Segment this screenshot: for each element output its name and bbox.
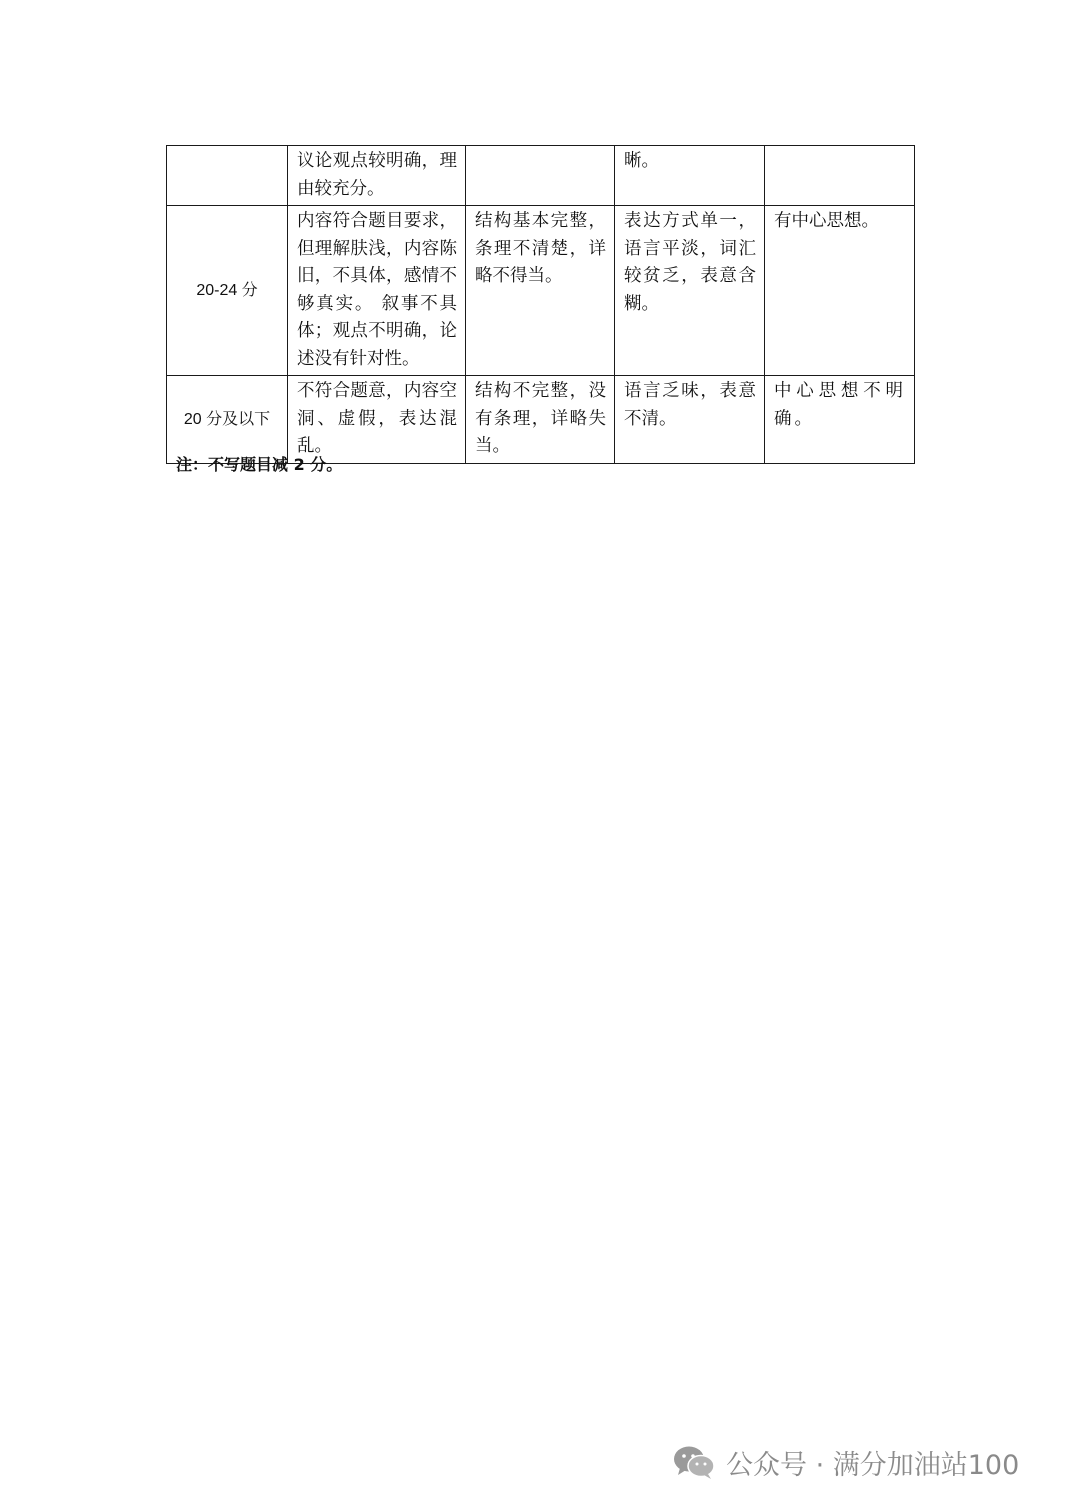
watermark-text: 公众号 · 满分加油站100 <box>726 1449 1020 1481</box>
table-row <box>167 206 915 376</box>
score-cell: 20 分及以下 <box>167 376 288 464</box>
content-cell: 不符合题意，内容空洞、虚假，表达混乱。 <box>288 376 466 464</box>
theme-cell: 有中心思想。 <box>765 206 915 376</box>
score-cell: 20-24 分 <box>167 206 288 376</box>
footnote: 注：不写题目减 2 分。 <box>176 455 343 474</box>
structure-cell: 结构不完整，没有条理，详略失当。 <box>466 376 615 464</box>
language-cell: 语言乏味，表意不清。 <box>615 376 765 464</box>
scoring-rubric-table <box>166 145 915 464</box>
content-cell: 内容符合题目要求，但理解肤浅，内容陈旧，不具体，感情不够真实。 叙事不具体；观点不明确，论述没有针对性。 <box>288 206 466 376</box>
theme-cell: 中心思想不明确。 <box>765 376 915 464</box>
table-row <box>167 146 915 206</box>
language-cell: 表达方式单一，语言平淡，词汇较贫乏，表意含糊。 <box>615 206 765 376</box>
structure-cell <box>466 146 615 206</box>
structure-cell: 结构基本完整，条理不清楚，详略不得当。 <box>466 206 615 376</box>
content-cell: 议论观点较明确，理由较充分。 <box>288 146 466 206</box>
language-cell: 晰。 <box>615 146 765 206</box>
wechat-watermark <box>672 1440 1019 1484</box>
wechat-logo-icon <box>672 1444 716 1480</box>
score-cell <box>167 146 288 206</box>
theme-cell <box>765 146 915 206</box>
table-row <box>167 376 915 464</box>
